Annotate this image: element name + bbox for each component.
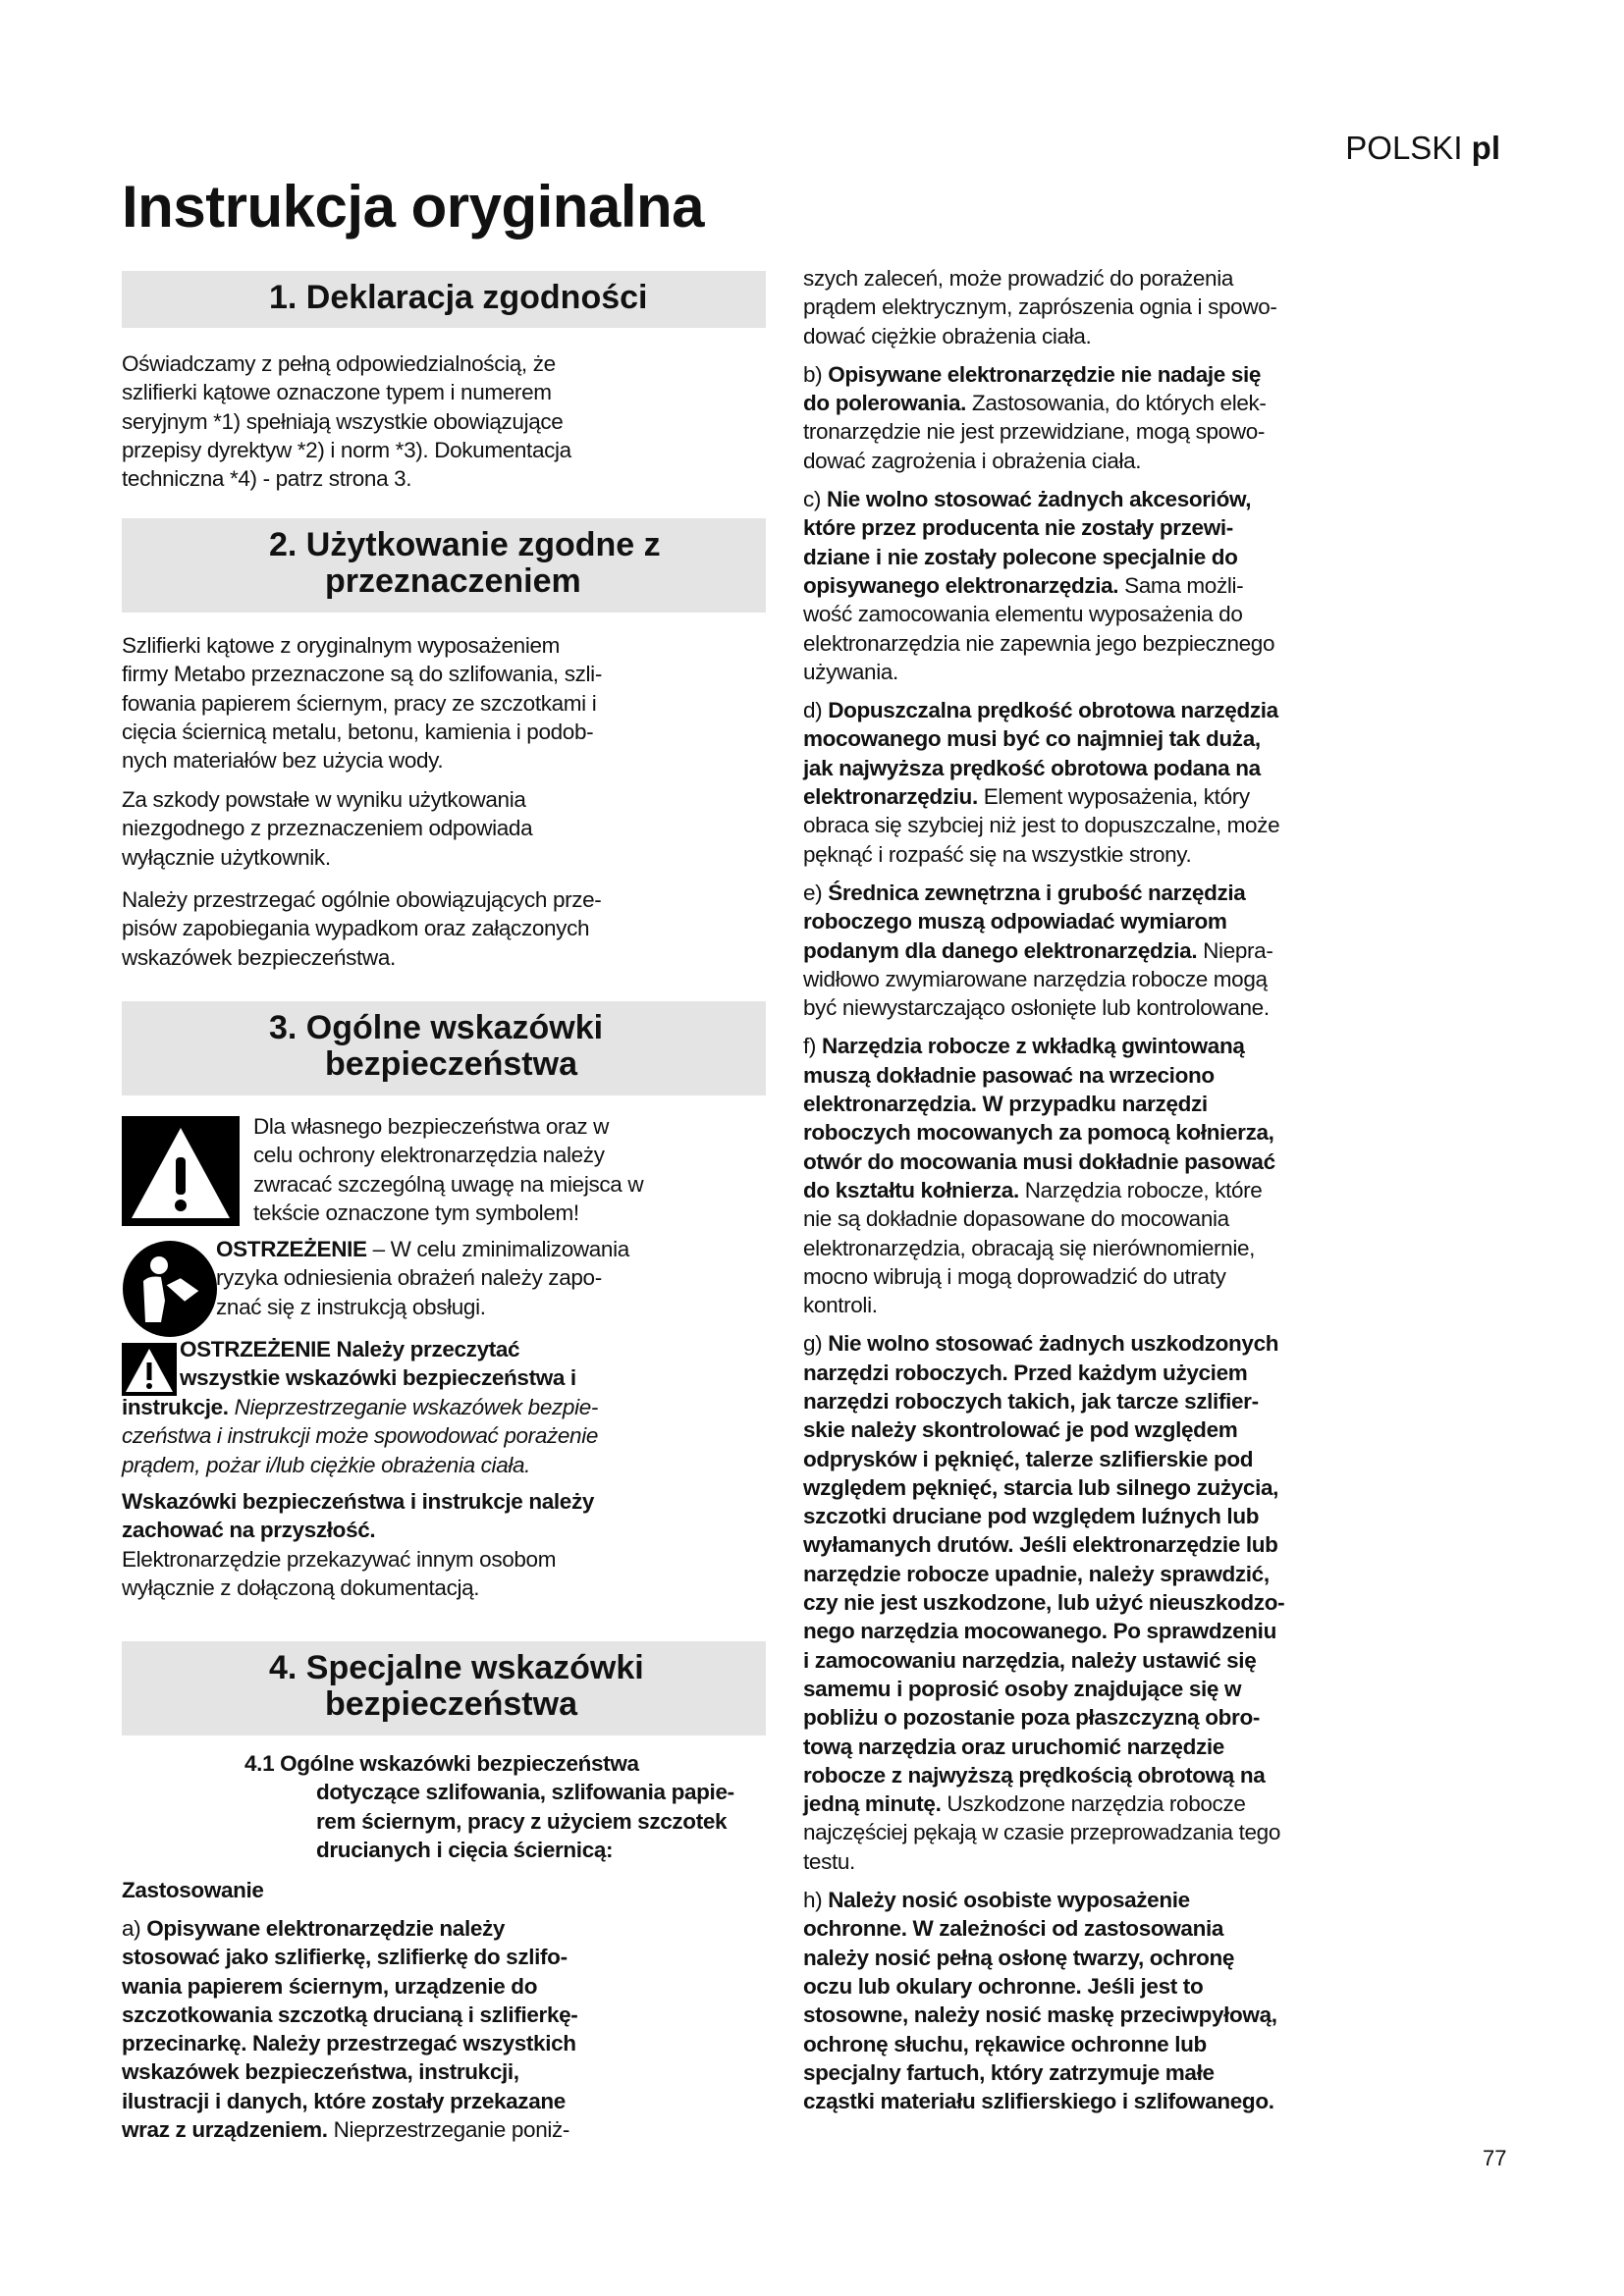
read-manual-warning	[216, 1235, 766, 1321]
text-run: Oświadczamy z pełną odpowiedzialnością, że szlifierki kątowe oznaczone typem i numerem seryjnym *1) spełniają wszystkie obowiązujące przepisy dyrektyw *2) i norm *3). Dokumentacja techniczna *4) - patrz strona 3.	[122, 351, 571, 492]
paragraph-a	[122, 1914, 770, 2144]
text-run: Nieprzestrzeganie poniż-	[327, 2117, 570, 2143]
text-run: Niepra- widłowo zwymiarowane narzędzia robocze mogą być niewystarczająco osłonięte lub kontrolowane.	[803, 937, 1273, 1021]
liability-paragraph	[122, 785, 770, 872]
language-name: POLSKI	[1345, 130, 1463, 166]
warning-triangle-icon	[122, 1116, 240, 1226]
section-4-heading	[122, 1641, 766, 1735]
keep-instructions-paragraph	[122, 1487, 770, 1602]
section-4-title: 4. Specjalne wskazówki bezpieczeństwa	[269, 1649, 644, 1723]
text-run: OSTRZEŻENIE Należy przeczytać wszystkie wskazówki bezpieczeństwa i	[180, 1337, 576, 1391]
right-column	[803, 264, 1471, 2125]
text-run: Należy nosić osobiste wyposażenie ochronne. W zależności od zastosowania należy nosić pełną osłonę twarzy, ochronę oczu lub okulary ochronne. Jeśli jest to stosowne, należy nosić maskę przeciwpyłową, ochronę słuchu, rękawice ochronne lub specjalny fartuch, który zatrzymuje małe cząstki materiału szlifierskiego i szlifowanego.	[803, 1888, 1277, 2114]
text-run: – W celu zminimalizowania ryzyka odniesienia obrażeń należy zapo- znać się z instrukcją obsługi.	[216, 1237, 629, 1319]
safety-paragraph	[803, 879, 1471, 1022]
text-run: Wskazówki bezpieczeństwa i instrukcje należy zachować na przyszłość.	[122, 1489, 595, 1543]
text-run: Należy przestrzegać ogólnie obowiązujących prze- pisów zapobiegania wypadkom oraz załączonych wskazówek bezpieczeństwa.	[122, 887, 602, 970]
text-run: Sama możli- wość zamocowania elementu wyposażenia do elektronarzędzia nie zapewnia jego bezpiecznego używania.	[803, 572, 1275, 684]
accident-prevention-paragraph	[122, 885, 770, 972]
safety-paragraph	[803, 485, 1471, 686]
text-run: d)	[803, 698, 829, 723]
page-title: Instrukcja oryginalna	[122, 174, 705, 240]
language-label	[1345, 130, 1500, 167]
text-run: g)	[803, 1331, 829, 1357]
text-run: Nie wolno stosować żadnych akcesoriów, które przez producenta nie zostały przewi- dziane i nie zostały polecone specjalnie do opisywanego elektronarzędzia.	[803, 487, 1252, 598]
text-run: Za szkody powstałe w wyniku użytkowania niezgodnego z przeznaczeniem odpowiada wyłącznie użytkownik.	[122, 787, 533, 870]
declaration-paragraph	[122, 349, 770, 493]
text-run: instrukcje.	[122, 1395, 229, 1419]
text-run: Dla własnego bezpieczeństwa oraz w celu ochrony elektronarzędzia należy zwracać szczególną uwagę na miejsca w tekście oznaczone tym symbolem!	[253, 1114, 644, 1225]
text-run: Zastosowania, do których elek- tronarzędzie nie jest przewidziane, mogą spowo- dować zagrożenia i obrażenia ciała.	[803, 391, 1267, 473]
text-run: Nie wolno stosować żadnych uszkodzonych narzędzi roboczych. Przed każdym użyciem narzędzi roboczych takich, jak tarcze szlifier- skie należy skontrolować je pod względem odprysków i pęknięć, talerze szlifierskie pod względem pęknięć, starcia lub silnego zużycia, szczotki druciane pod względem luźnych lub wyłamanych drutów. Jeśli elektronarzędzie lub narzędzie robocze upadnie, należy sprawdzić, czy nie jest uszkodzone, lub użyć nieuszkodzo- nego narzędzia mocowanego. Po sprawdzeniu i zamocowaniu narzędzia, należy ustawić się samemu i poprosić osoby znajdujące się w pobliżu o pozostanie poza płaszczyzną obro- tową narzędzia oraz uruchomić narzędzie robocze z najwyższą prędkością obrotową na jedną minutę.	[803, 1331, 1285, 1817]
safety-paragraph	[803, 1032, 1471, 1319]
section-1-heading	[122, 271, 766, 328]
text-run: Elektronarzędzie przekazywać innym osobom wyłącznie z dołączoną dokumentacją.	[122, 1546, 557, 1600]
text-run: Narzędzia robocze z wkładką gwintowaną muszą dokładnie pasować na wrzeciono elektronarzędzia. W przypadku narzędzi roboczych mocowanych za pomocą kołnierza, otwór do mocowania musi dokładnie pasować do kształtu kołnierza.	[803, 1034, 1275, 1202]
language-code: pl	[1471, 130, 1500, 166]
warning-symbol-note	[253, 1112, 774, 1227]
application-heading: Zastosowanie	[122, 1878, 264, 1902]
safety-paragraph	[803, 360, 1471, 475]
read-all-warnings-heading	[180, 1335, 769, 1393]
text-run: OSTRZEŻENIE	[216, 1237, 367, 1261]
read-manual-icon	[122, 1240, 218, 1338]
safety-paragraph	[803, 696, 1471, 869]
section-3-title: 3. Ogólne wskazówki bezpieczeństwa	[269, 1009, 604, 1083]
text-run: Średnica zewnętrzna i grubość narzędzia roboczego muszą odpowiadać wymiarom podanym dla danego elektronarzędzia.	[803, 880, 1246, 963]
small-warning-icon	[122, 1343, 177, 1396]
text-run: szych zaleceń, może prowadzić do porażenia prądem elektrycznym, zaprószenia ognia i spowo- dować ciężkie obrażenia ciała.	[803, 266, 1277, 348]
intended-use-paragraph	[122, 631, 770, 774]
safety-paragraph	[803, 1886, 1471, 2115]
text-run: a)	[122, 1916, 147, 1941]
subsection-4-1-heading: 4.1 Ogólne wskazówki bezpieczeństwa dotyczące szlifowania, szlifowania papie- rem ściernym, pracy z użyciem szczotek drucianych i cięcia ściernicą:	[244, 1751, 734, 1862]
safety-paragraph	[803, 264, 1471, 350]
section-1-title: 1. Deklaracja zgodności	[269, 279, 648, 316]
text-run: e)	[803, 880, 829, 905]
text-run: b)	[803, 361, 829, 387]
text-run: f)	[803, 1034, 822, 1059]
read-all-warnings-text	[122, 1393, 770, 1479]
section-2-heading	[122, 518, 766, 613]
text-run: Uszkodzone narzędzia robocze najczęściej pękają w czasie przeprowadzania tego testu.	[803, 1791, 1280, 1874]
section-2-title: 2. Użytkowanie zgodne z przeznaczeniem	[269, 526, 661, 600]
safety-paragraph	[803, 1329, 1471, 1876]
text-run: Opisywane elektronarzędzie należy stosować jako szlifierkę, szlifierkę do szlifo- wania papierem ściernym, urządzenie do szczotkowania szczotką drucianą i szlifierkę- przecinarkę. Należy przestrzegać wszystkich wskazówek bezpieczeństwa, instrukcji, ilustracji i danych, które zostały przekazane wraz z urządzeniem.	[122, 1916, 578, 2143]
text-run: h)	[803, 1888, 829, 1913]
page-number: 77	[1483, 2146, 1507, 2170]
section-3-heading	[122, 1001, 766, 1095]
text-run: Nieprzestrzeganie wskazówek bezpie- czeństwa i instrukcji może spowodować porażenie prądem, pożar i/lub ciężkie obrażenia ciała.	[122, 1395, 599, 1477]
text-run: Szlifierki kątowe z oryginalnym wyposażeniem firmy Metabo przeznaczone są do szlifowania, szli- fowania papierem ściernym, pracy ze szczotkami i cięcia ściernicą metalu, betonu, kamienia i podob- nych materiałów bez użycia wody.	[122, 633, 602, 774]
text-run: Narzędzia robocze, które nie są dokładnie dopasowane do mocowania elektronarzędzia, obracają się nierównomiernie, mocno wibrują i mogą doprowadzić do utraty kontroli.	[803, 1177, 1263, 1318]
text-run: Dopuszczalna prędkość obrotowa narzędzia mocowanego musi być co najmniej tak duża, jak najwyższa prędkość obrotowa podana na elektronarzędziu.	[803, 698, 1278, 810]
text-run: Opisywane elektronarzędzie nie nadaje się do polerowania.	[803, 361, 1262, 416]
text-run: Element wyposażenia, który obraca się szybciej niż jest to dopuszczalne, może pęknąć i rozpaść się na wszystkie strony.	[803, 784, 1280, 867]
text-run: c)	[803, 487, 827, 512]
